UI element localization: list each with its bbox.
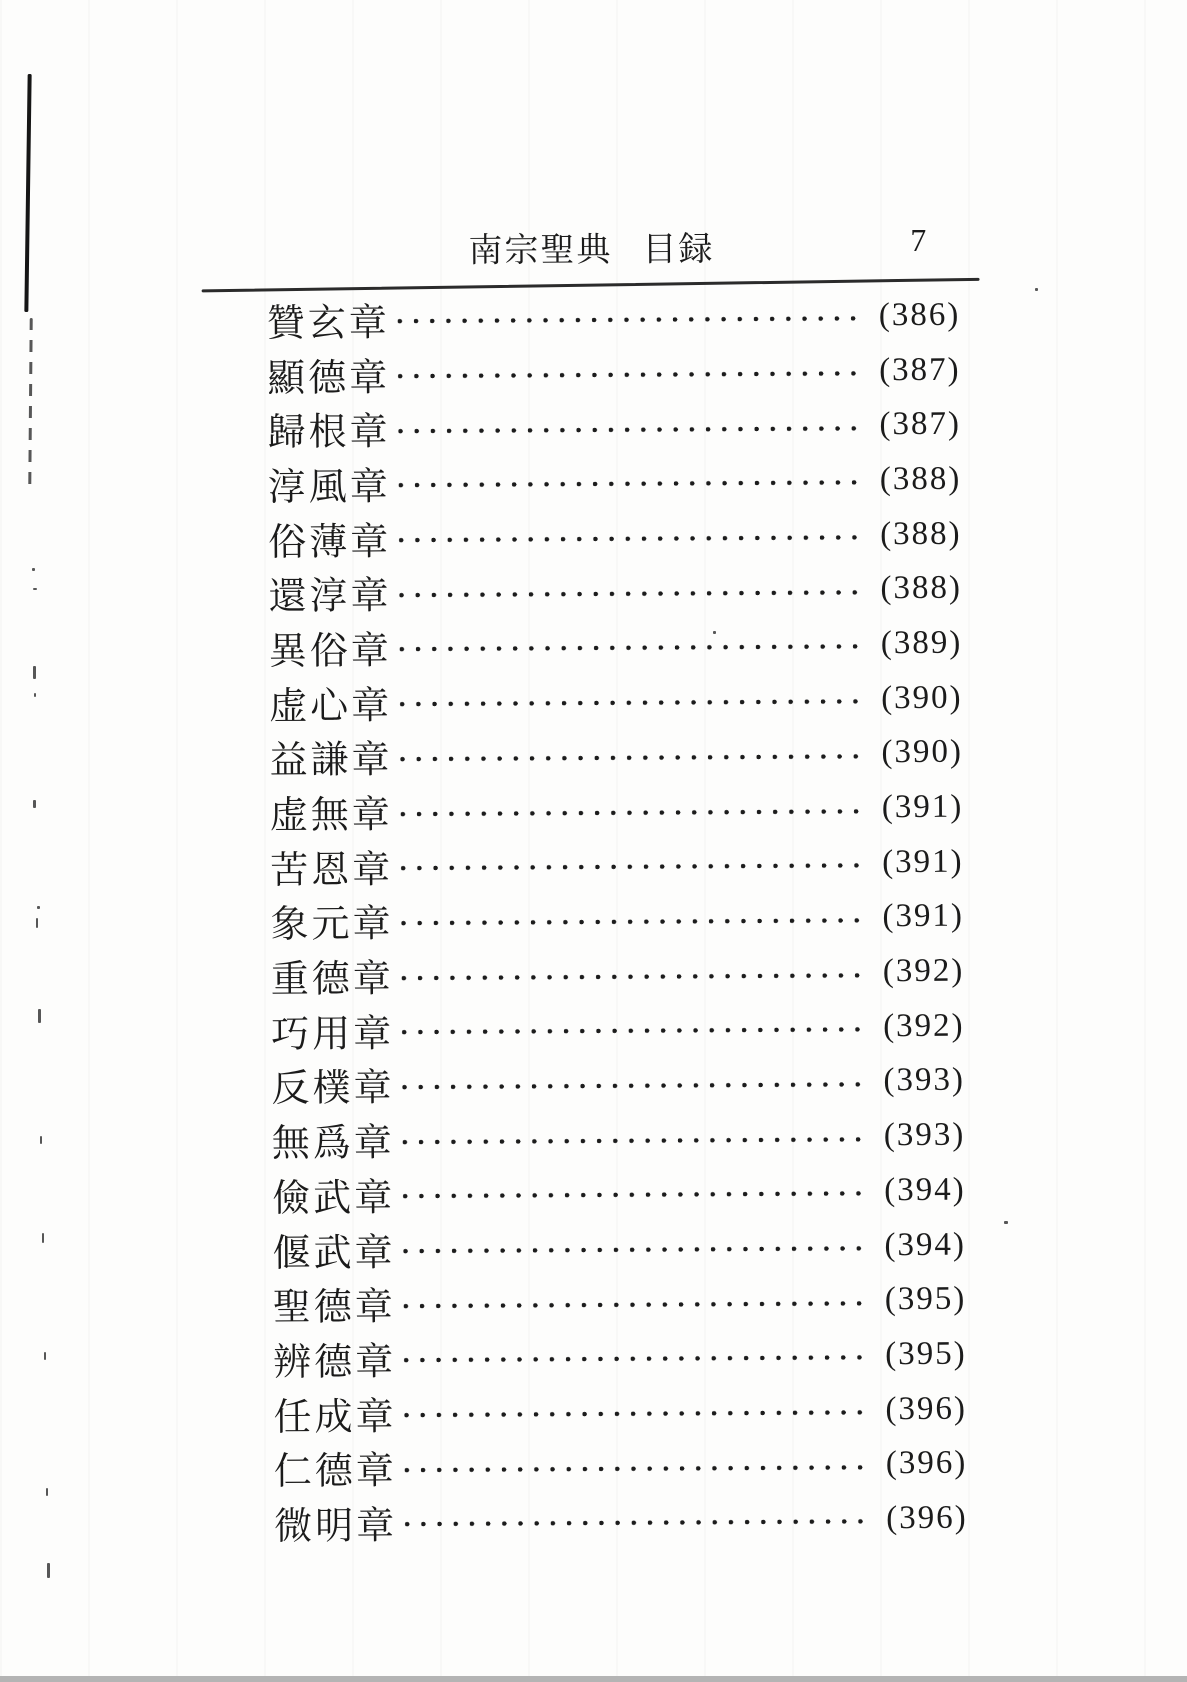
chapter-page-number: (390) [881,679,963,716]
toc-entry-row [4,1435,1187,1497]
toc-entry-row [0,286,1184,348]
chapter-page-number: (392) [883,1007,965,1045]
dot-leader [397,370,865,379]
chapter-title: 無爲章 [271,1122,395,1166]
dot-leader [404,1519,872,1528]
dot-leader [404,1464,872,1473]
dot-leader [398,589,866,598]
chapter-title: 象元章 [270,903,394,947]
chapter-title: 儉武章 [272,1177,396,1220]
chapter-page-number: (392) [882,952,965,990]
dot-leader [403,1300,871,1309]
running-head [201,220,981,274]
toc-entry-row [2,1107,1187,1169]
chapter-title: 偃武章 [272,1231,396,1275]
chapter-page-number: (389) [880,624,963,662]
dot-leader [397,425,865,434]
dot-leader [403,1355,871,1364]
toc-entry-row [3,1380,1187,1442]
chapter-title: 異俗章 [268,630,392,673]
chapter-page-number: (386) [878,296,961,334]
dot-leader [399,644,867,653]
chapter-page-number: (391) [881,788,964,826]
dot-leader [400,863,868,872]
toc-entry-row [4,1489,1187,1551]
chapter-title: 辨德章 [273,1341,397,1384]
toc-entry-row [2,1216,1187,1278]
dot-leader [398,480,866,489]
toc-entry-row [2,1161,1187,1223]
chapter-page-number: (388) [879,460,962,498]
dot-leader [398,534,866,543]
dot-leader [400,917,868,926]
chapter-title: 任成章 [273,1395,397,1439]
toc-entry-row [0,505,1185,567]
chapter-page-number: (395) [885,1335,967,1373]
chapter-page-number: (394) [884,1171,966,1209]
chapter-title: 重德章 [270,958,394,1002]
chapter-page-number: (395) [884,1280,967,1318]
chapter-page-number: (390) [881,734,964,771]
toc-entry-row [0,396,1185,458]
chapter-title: 巧用章 [271,1013,395,1056]
dot-leader [401,1081,869,1090]
chapter-title: 仁德章 [273,1450,397,1494]
toc-entry-row [1,943,1187,1005]
chapter-page-number: (396) [885,1390,968,1427]
chapter-page-number: (391) [882,898,965,935]
dot-leader [402,1136,870,1145]
toc-entry-row [1,997,1187,1059]
chapter-title: 俗薄章 [268,520,392,564]
chapter-title: 虚無章 [269,794,393,838]
toc-entry-row [0,560,1186,622]
toc-entry-row [0,341,1184,403]
chapter-page-number: (387) [879,351,961,388]
chapter-page-number: (388) [880,570,963,607]
toc-entry-row [0,615,1186,677]
dot-leader [399,698,867,707]
table-of-contents [0,286,1187,1551]
chapter-page-number: (388) [880,515,962,552]
chapter-title: 贊玄章 [266,302,390,345]
chapter-page-number: (391) [882,843,964,880]
dot-leader [402,1191,870,1200]
chapter-page-number: (396) [885,1445,968,1482]
toc-entry-row [3,1271,1187,1333]
book-title: 南宗聖典 [468,231,613,270]
chapter-page-number: (396) [886,1499,968,1537]
chapter-title: 還淳章 [268,575,392,619]
toc-entry-row [0,779,1187,841]
folio-page-number: 7 [910,221,927,259]
chapter-title: 苦恩章 [270,848,394,892]
chapter-title: 虚心章 [269,684,393,728]
section-title: 目録 [642,231,715,269]
dot-leader [401,1027,869,1036]
dot-leader [397,316,865,325]
chapter-page-number: (387) [879,405,962,443]
dot-leader [403,1409,871,1418]
chapter-title: 反樸章 [271,1067,395,1111]
toc-entry-row [0,888,1187,950]
toc-entry-row [0,724,1187,786]
dot-leader [399,753,867,762]
toc-entry-row [0,450,1185,512]
chapter-page-number: (394) [884,1226,967,1263]
chapter-title: 歸根章 [267,411,391,455]
dot-leader [400,808,868,817]
chapter-title: 益謙章 [269,739,393,783]
dot-leader [402,1245,870,1254]
toc-entry-row [0,833,1187,895]
toc-entry-row [0,669,1186,731]
chapter-title: 聖德章 [272,1286,396,1330]
chapter-title: 顯德章 [267,356,391,400]
toc-entry-row [1,1052,1187,1114]
chapter-title: 淳風章 [267,466,391,509]
chapter-page-number: (393) [883,1116,966,1154]
toc-entry-row [3,1325,1187,1387]
chapter-page-number: (393) [883,1062,966,1099]
dot-leader [401,972,869,981]
chapter-title: 微明章 [274,1505,398,1548]
